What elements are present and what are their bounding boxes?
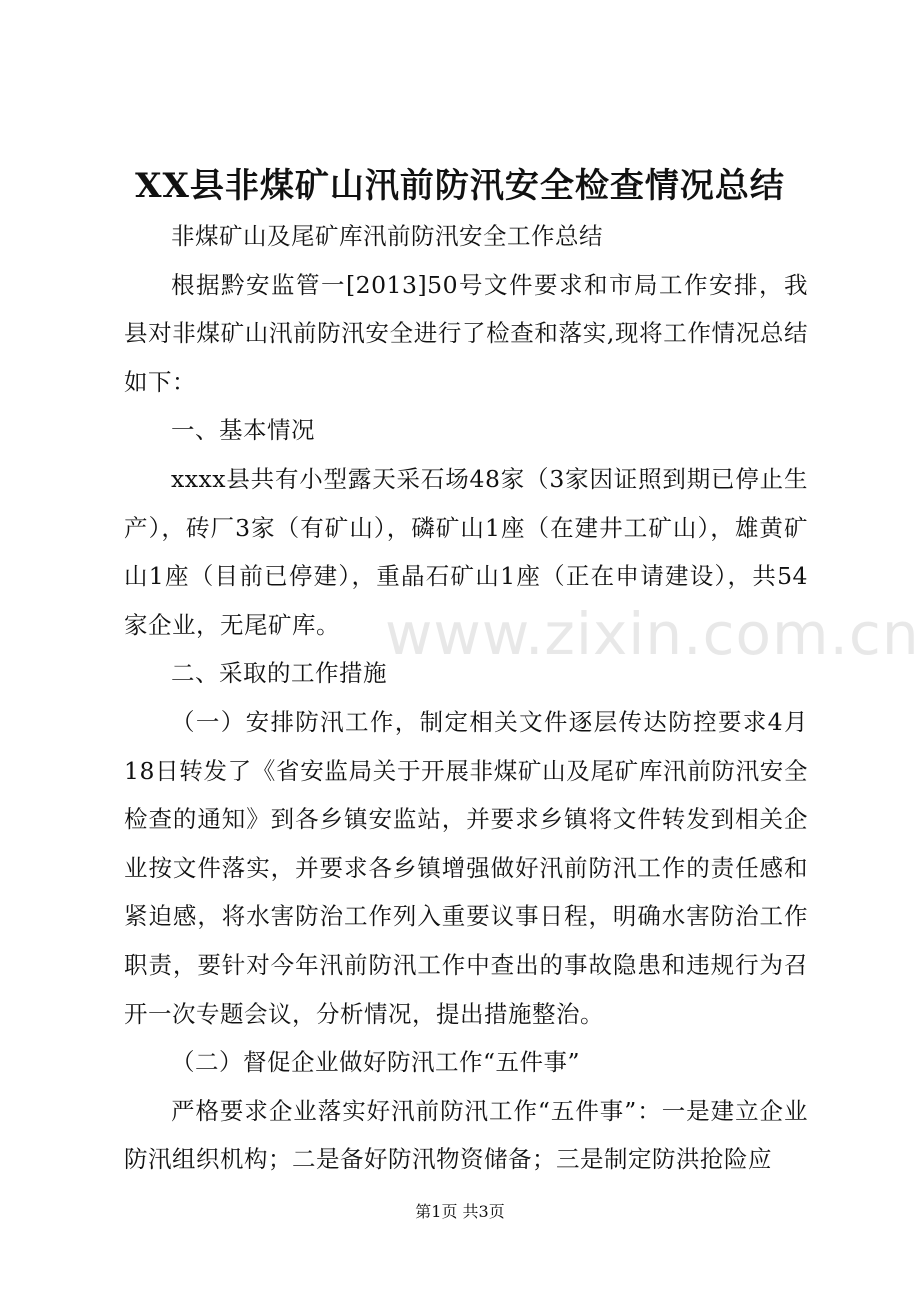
watermark: www.zixin.com.cn bbox=[385, 600, 920, 668]
page-footer: 第1页 共3页 bbox=[415, 1202, 505, 1221]
document-body bbox=[124, 212, 808, 1184]
paragraph-intro: 根据黔安监管一[2013]50号文件要求和市局工作安排，我县对非煤矿山汛前防汛安全进行了检查和落实,现将工作情况总结如下： bbox=[124, 270, 808, 396]
subheading-five-tasks: （二）督促企业做好防汛工作“五件事” bbox=[171, 1048, 581, 1077]
paragraph-measure-one: （一）安排防汛工作，制定相关文件逐层传达防控要求4月18日转发了《省安监局关于开展非煤矿山及尾矿库汛前防汛安全检查的通知》到各乡镇安监站，并要求乡镇将文件转发到相关企业按文件落实，并要求各乡镇增强做好汛前防汛工作的责任感和紧迫感，将水害防治工作列入重要议事日程，明确水害防治工作职责，要针对今年汛前防汛工作中查出的事故隐患和违规行为召开一次专题会议，分析情况，提出措施整治。 bbox=[124, 707, 808, 1028]
paragraph-basic-info: xxxx县共有小型露天采石场48家（3家因证照到期已停止生产），砖厂3家（有矿山），磷矿山1座（在建井工矿山），雄黄矿山1座（目前已停建），重晶石矿山1座（正在申请建设），共54家企业，无尾矿库。 bbox=[124, 464, 808, 639]
document-title: XX县非煤矿山汛前防汛安全检查情况总结 bbox=[135, 166, 785, 206]
paragraph-subtitle: 非煤矿山及尾矿库汛前防汛安全工作总结 bbox=[171, 222, 603, 250]
section-heading-measures: 二、采取的工作措施 bbox=[171, 659, 387, 688]
paragraph-five-tasks: 严格要求企业落实好汛前防汛工作“五件事”：一是建立企业防汛组织机构；二是备好防汛物资储备；三是制定防洪抢险应 bbox=[124, 1096, 808, 1174]
section-heading-basic: 一、基本情况 bbox=[171, 416, 315, 445]
